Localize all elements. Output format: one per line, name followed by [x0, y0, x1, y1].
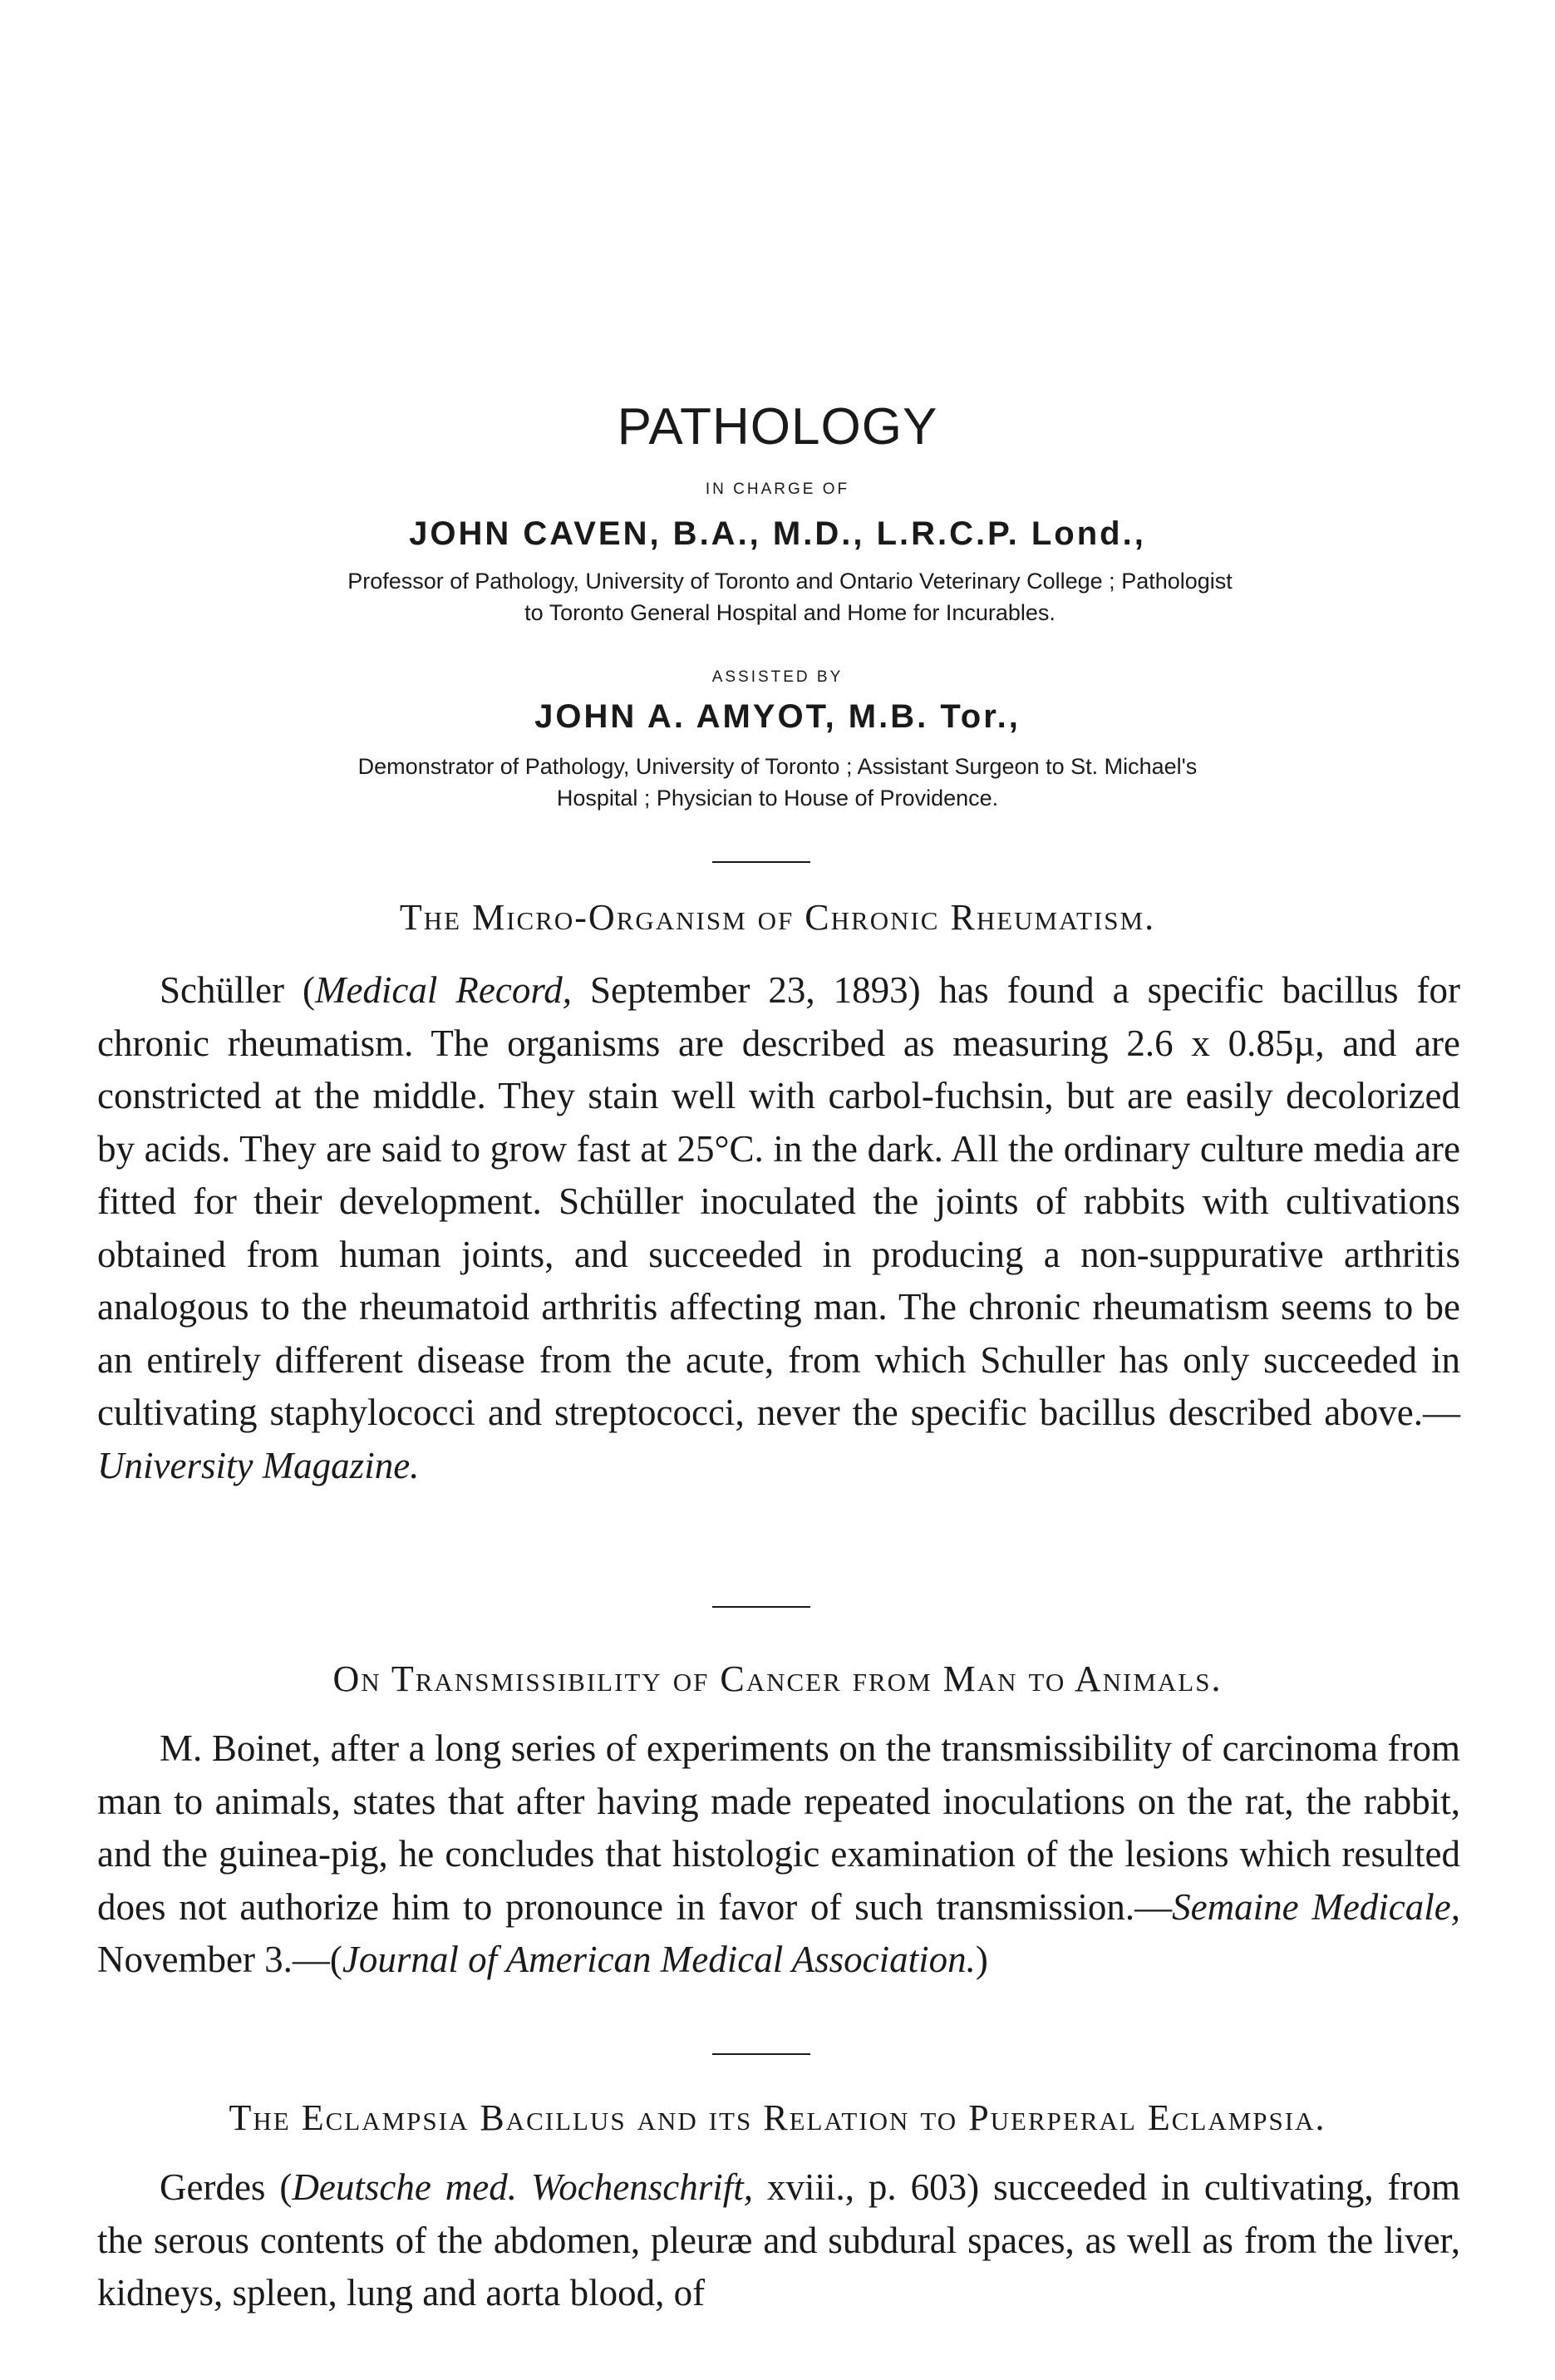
divider-rule [712, 2053, 810, 2055]
article-title: The Micro-Organism of Chronic Rheumatism. [399, 897, 1156, 938]
assisted-by-label: ASSISTED BY [711, 668, 844, 686]
article-body: Schüller (Medical Record, September 23, 1893) has found a specific bacillus for chronic rheumatism. The organisms are described as measuring 2.6 x 0.85µ, and are constricted at the middle. They stain well with carbol-fuchsin, but are easily decolorized by acids. They are said to grow fast at 25°C. in the dark. All the ordinary culture media are fitted for their development. Schüller inoculated the joints of rabbits with cultivations obtained from human joints, and succeeded in producing a non-suppurative arthritis analogous to the rheumatoid arthritis affecting man. The chronic rheumatism seems to be an entirely different disease from the acute, from which Schuller has only succeeded in cultivating staphylococci and streptococci, never the specific bacillus described above.—University Magazine. [97, 969, 1461, 1486]
editor-description [166, 565, 1414, 628]
divider-rule [712, 1606, 810, 1608]
divider-rule [712, 861, 810, 863]
in-charge-label: IN CHARGE OF [705, 480, 850, 498]
section-heading: PATHOLOGY [617, 398, 938, 456]
article-title: On Transmissibility of Cancer from Man to Animals. [332, 1658, 1223, 1699]
editor-name: JOHN CAVEN, B.A., M.D., L.R.C.P. Lond., [409, 515, 1146, 552]
assistant-name: JOHN A. AMYOT, M.B. Tor., [534, 698, 1021, 735]
article-body: M. Boinet, after a long series of experiments on the transmissibility of carcinoma from man to animals, states that after having made repeated inoculations on the rat, the rabbit, and the guinea-pig, he concludes that histologic examination of the lesions which resulted does not authorize him to pronounce in favor of such transmission.—Semaine Medicale, November 3.—(Journal of American Medical Association.) [97, 1727, 1460, 1980]
assistant-description [150, 751, 1405, 814]
editor-description-line: to Toronto General Hospital and Home for Incurables. [524, 600, 1056, 625]
article-title: The Eclampsia Bacillus and its Relation to Puerperal Eclampsia. [229, 2097, 1326, 2138]
article-body: Gerdes (Deutsche med. Wochenschrift, xviii., p. 603) succeeded in cultivating, from the serous contents of the abdomen, pleuræ and subdural spaces, as well as from the liver, kidneys, spleen, lung and aorta blood, of [97, 2166, 1460, 2313]
editor-description-line: Professor of Pathology, University of Toronto and Ontario Veterinary College ; Pathologist [347, 569, 1233, 594]
assistant-description-line: Demonstrator of Pathology, University of Toronto ; Assistant Surgeon to St. Michael's [357, 754, 1198, 779]
assistant-description-line: Hospital ; Physician to House of Providence. [556, 786, 999, 811]
